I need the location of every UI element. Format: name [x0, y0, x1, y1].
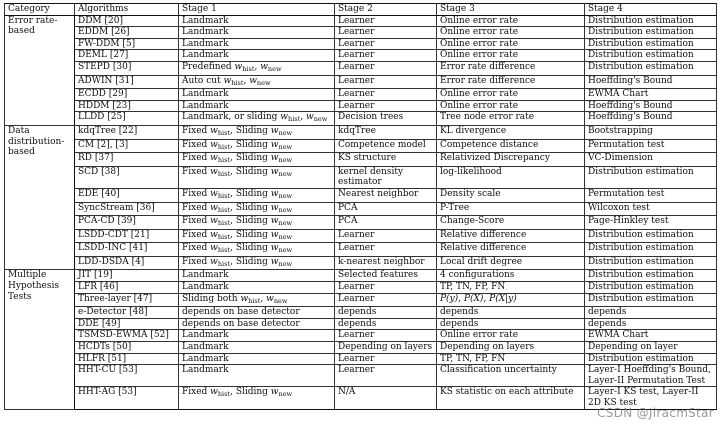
algorithm-cell: TSMSD-EWMA [52] [75, 330, 179, 342]
stage-1-cell: Fixed $w_{hist}$, Sliding $w_{new}$ [179, 139, 335, 153]
stage-3-cell: KS statistic on each attribute [437, 387, 585, 409]
table-row [5, 153, 717, 167]
stage-3-cell: log-likelihood [437, 166, 585, 188]
stage-3-cell: Online error rate [437, 38, 585, 50]
stage-2-cell: Learner [335, 353, 437, 365]
table-row [5, 293, 717, 307]
stage-2-cell: Learner [335, 75, 437, 89]
table-row [5, 112, 717, 126]
algorithm-cell: LSDD-CDT [21] [75, 229, 179, 243]
stage-3-cell: Online error rate [437, 50, 585, 62]
stage-2-cell: depends [335, 318, 437, 330]
stage-2-cell: Learner [335, 27, 437, 39]
stage-4-cell: Distribution estimation [585, 15, 717, 27]
stage-2-cell: Nearest neighbor [335, 188, 437, 202]
stage-3-cell: P(y), P(X), P(X|y) [437, 293, 585, 307]
algorithm-cell: kdqTree [22] [75, 125, 179, 139]
stage-1-cell: Landmark [179, 50, 335, 62]
header-algorithms: Algorithms [75, 4, 179, 16]
algorithm-cell: JIT [19] [75, 270, 179, 282]
stage-3-cell: KL divergence [437, 125, 585, 139]
table-row [5, 270, 717, 282]
table-row [5, 15, 717, 27]
table-row [5, 188, 717, 202]
stage-2-cell: Learner [335, 243, 437, 257]
stage-4-cell: Distribution estimation [585, 27, 717, 39]
stage-4-cell: Page-Hinkley test [585, 216, 717, 230]
stage-1-cell: Fixed $w_{hist}$, Sliding $w_{new}$ [179, 387, 335, 409]
stage-2-cell: Learner [335, 365, 437, 387]
table-row [5, 330, 717, 342]
algorithm-cell: LLDD [25] [75, 112, 179, 126]
stage-1-cell: Predefined $w_{hist}$, $w_{new}$ [179, 61, 335, 75]
stage-3-cell: depends [437, 307, 585, 319]
stage-1-cell: Landmark [179, 365, 335, 387]
stage-4-cell: Permutation test [585, 139, 717, 153]
algorithm-cell: HHT-AG [53] [75, 387, 179, 409]
algorithm-cell: EDDM [26] [75, 27, 179, 39]
stage-1-cell: Landmark [179, 270, 335, 282]
stage-1-cell: Landmark [179, 282, 335, 294]
stage-2-cell: kdqTree [335, 125, 437, 139]
table-row [5, 365, 717, 387]
stage-3-cell: Local drift degree [437, 256, 585, 270]
stage-1-cell: Fixed $w_{hist}$, Sliding $w_{new}$ [179, 188, 335, 202]
stage-3-cell: Relative difference [437, 243, 585, 257]
stage-3-cell: Depending on layers [437, 342, 585, 354]
stage-2-cell: Learner [335, 15, 437, 27]
stage-1-cell: Landmark, or sliding $w_{hist}$, $w_{new}$ [179, 112, 335, 126]
algorithm-cell: SCD [38] [75, 166, 179, 188]
stage-3-cell: Relative difference [437, 229, 585, 243]
table-row [5, 229, 717, 243]
table-row [5, 256, 717, 270]
stage-2-cell: depends [335, 307, 437, 319]
algorithm-cell: STEPD [30] [75, 61, 179, 75]
stage-4-cell: Distribution estimation [585, 243, 717, 257]
table-row [5, 216, 717, 230]
stage-2-cell: Learner [335, 282, 437, 294]
stage-4-cell: depends [585, 307, 717, 319]
stage-3-cell: Change-Score [437, 216, 585, 230]
algorithm-cell: ADWIN [31] [75, 75, 179, 89]
stage-1-cell: Sliding both $w_{hist}$, $w_{new}$ [179, 293, 335, 307]
stage-3-cell: Online error rate [437, 89, 585, 101]
algorithm-cell: FW-DDM [5] [75, 38, 179, 50]
stage-2-cell: KS structure [335, 153, 437, 167]
stage-3-cell: 4 configurations [437, 270, 585, 282]
algorithm-cell: DDM [20] [75, 15, 179, 27]
stage-4-cell: Layer-I Hoeffding's Bound, Layer-II Permutation Test [585, 365, 717, 387]
table-row [5, 27, 717, 39]
stage-1-cell: Landmark [179, 100, 335, 112]
table-row [5, 353, 717, 365]
table-row [5, 318, 717, 330]
stage-4-cell: Distribution estimation [585, 282, 717, 294]
stage-2-cell: Decision trees [335, 112, 437, 126]
stage-4-cell: Hoeffding's Bound [585, 100, 717, 112]
table-row [5, 139, 717, 153]
table-row [5, 243, 717, 257]
table-row [5, 61, 717, 75]
table-row [5, 282, 717, 294]
stage-1-cell: Landmark [179, 27, 335, 39]
stage-3-cell: Relativized Discrepancy [437, 153, 585, 167]
stage-2-cell: Learner [335, 50, 437, 62]
table-row [5, 38, 717, 50]
table-row [5, 89, 717, 101]
stage-4-cell: EWMA Chart [585, 89, 717, 101]
stage-4-cell: Distribution estimation [585, 270, 717, 282]
stage-4-cell: Layer-I KS test, Layer-II 2D KS test [585, 387, 717, 409]
algorithm-cell: SyncStream [36] [75, 202, 179, 216]
stage-2-cell: PCA [335, 202, 437, 216]
stage-2-cell: kernel density estimator [335, 166, 437, 188]
header-row [5, 4, 717, 16]
stage-4-cell: Depending on layer [585, 342, 717, 354]
stage-4-cell: Distribution estimation [585, 293, 717, 307]
algorithm-cell: CM [2], [3] [75, 139, 179, 153]
stage-2-cell: PCA [335, 216, 437, 230]
stage-1-cell: Fixed $w_{hist}$, Sliding $w_{new}$ [179, 202, 335, 216]
stage-1-cell: Landmark [179, 15, 335, 27]
algorithm-cell: RD [37] [75, 153, 179, 167]
stage-3-cell: Tree node error rate [437, 112, 585, 126]
algorithm-cell: DEML [27] [75, 50, 179, 62]
stage-2-cell: k-nearest neighbor [335, 256, 437, 270]
stage-4-cell: Bootstrapping [585, 125, 717, 139]
header-stage-3: Stage 3 [437, 4, 585, 16]
stage-1-cell: Fixed $w_{hist}$, Sliding $w_{new}$ [179, 229, 335, 243]
algorithm-cell: DDE [49] [75, 318, 179, 330]
algorithm-cell: PCA-CD [39] [75, 216, 179, 230]
watermark: CSDN @JiracmStar [597, 406, 714, 420]
stage-3-cell: Error rate difference [437, 61, 585, 75]
stage-4-cell: EWMA Chart [585, 330, 717, 342]
table-row [5, 50, 717, 62]
stage-1-cell: Auto cut $w_{hist}$, $w_{new}$ [179, 75, 335, 89]
stage-1-cell: Landmark [179, 38, 335, 50]
algorithm-cell: e-Detector [48] [75, 307, 179, 319]
stage-4-cell: Distribution estimation [585, 50, 717, 62]
stage-3-cell: TP, TN, FP, FN [437, 353, 585, 365]
stage-1-cell: Fixed $w_{hist}$, Sliding $w_{new}$ [179, 153, 335, 167]
algorithm-cell: LSDD-INC [41] [75, 243, 179, 257]
stage-4-cell: Hoeffding's Bound [585, 75, 717, 89]
stage-3-cell: Online error rate [437, 330, 585, 342]
stage-2-cell: Competence model [335, 139, 437, 153]
stage-2-cell: Learner [335, 330, 437, 342]
stage-1-cell: Fixed $w_{hist}$, Sliding $w_{new}$ [179, 125, 335, 139]
algorithm-cell: EDE [40] [75, 188, 179, 202]
category-cell: Error rate-based [5, 15, 75, 125]
header-stage-1: Stage 1 [179, 4, 335, 16]
stage-4-cell: Distribution estimation [585, 353, 717, 365]
stage-4-cell: Hoeffding's Bound [585, 112, 717, 126]
table-row [5, 202, 717, 216]
algorithm-cell: HHT-CU [53] [75, 365, 179, 387]
stage-2-cell: Learner [335, 38, 437, 50]
stage-4-cell: Distribution estimation [585, 166, 717, 188]
stage-4-cell: depends [585, 318, 717, 330]
stage-4-cell: Distribution estimation [585, 256, 717, 270]
table-row [5, 75, 717, 89]
stage-3-cell: Competence distance [437, 139, 585, 153]
algorithm-cell: HLFR [51] [75, 353, 179, 365]
header-stage-2: Stage 2 [335, 4, 437, 16]
stage-3-cell: depends [437, 318, 585, 330]
stage-1-cell: depends on base detector [179, 318, 335, 330]
stage-3-cell: P-Tree [437, 202, 585, 216]
stage-3-cell: Error rate difference [437, 75, 585, 89]
stage-2-cell: Learner [335, 100, 437, 112]
stage-3-cell: Classification uncertainty [437, 365, 585, 387]
table-row [5, 125, 717, 139]
table-row [5, 307, 717, 319]
stage-3-cell: TP, TN, FP, FN [437, 282, 585, 294]
algorithm-cell: ECDD [29] [75, 89, 179, 101]
category-cell: Data distribution-based [5, 125, 75, 270]
stage-1-cell: Landmark [179, 89, 335, 101]
stage-1-cell: Fixed $w_{hist}$, Sliding $w_{new}$ [179, 216, 335, 230]
algorithm-cell: LDD-DSDA [4] [75, 256, 179, 270]
table-row [5, 342, 717, 354]
stage-4-cell: Permutation test [585, 188, 717, 202]
algorithm-cell: HDDM [23] [75, 100, 179, 112]
stage-1-cell: Fixed $w_{hist}$, Sliding $w_{new}$ [179, 243, 335, 257]
table-row [5, 100, 717, 112]
header-category: Category [5, 4, 75, 16]
stage-2-cell: Selected features [335, 270, 437, 282]
stage-4-cell: VC-Dimension [585, 153, 717, 167]
stage-4-cell: Wilcoxon test [585, 202, 717, 216]
drift-detection-table [4, 3, 717, 410]
stage-2-cell: Learner [335, 61, 437, 75]
stage-1-cell: Landmark [179, 330, 335, 342]
table-row [5, 166, 717, 188]
stage-4-cell: Distribution estimation [585, 38, 717, 50]
stage-1-cell: Fixed $w_{hist}$, Sliding $w_{new}$ [179, 166, 335, 188]
category-cell: Multiple Hypothesis Tests [5, 270, 75, 409]
header-stage-4: Stage 4 [585, 4, 717, 16]
stage-2-cell: Depending on layers [335, 342, 437, 354]
stage-1-cell: depends on base detector [179, 307, 335, 319]
stage-4-cell: Distribution estimation [585, 229, 717, 243]
stage-3-cell: Online error rate [437, 27, 585, 39]
stage-4-cell: Distribution estimation [585, 61, 717, 75]
stage-3-cell: Density scale [437, 188, 585, 202]
stage-1-cell: Landmark [179, 342, 335, 354]
algorithm-cell: LFR [46] [75, 282, 179, 294]
stage-1-cell: Landmark [179, 353, 335, 365]
stage-3-cell: Online error rate [437, 100, 585, 112]
stage-2-cell: Learner [335, 229, 437, 243]
algorithm-cell: Three-layer [47] [75, 293, 179, 307]
stage-2-cell: N/A [335, 387, 437, 409]
stage-3-cell: Online error rate [437, 15, 585, 27]
stage-2-cell: Learner [335, 293, 437, 307]
stage-2-cell: Learner [335, 89, 437, 101]
stage-1-cell: Fixed $w_{hist}$, Sliding $w_{new}$ [179, 256, 335, 270]
algorithm-cell: HCDTs [50] [75, 342, 179, 354]
